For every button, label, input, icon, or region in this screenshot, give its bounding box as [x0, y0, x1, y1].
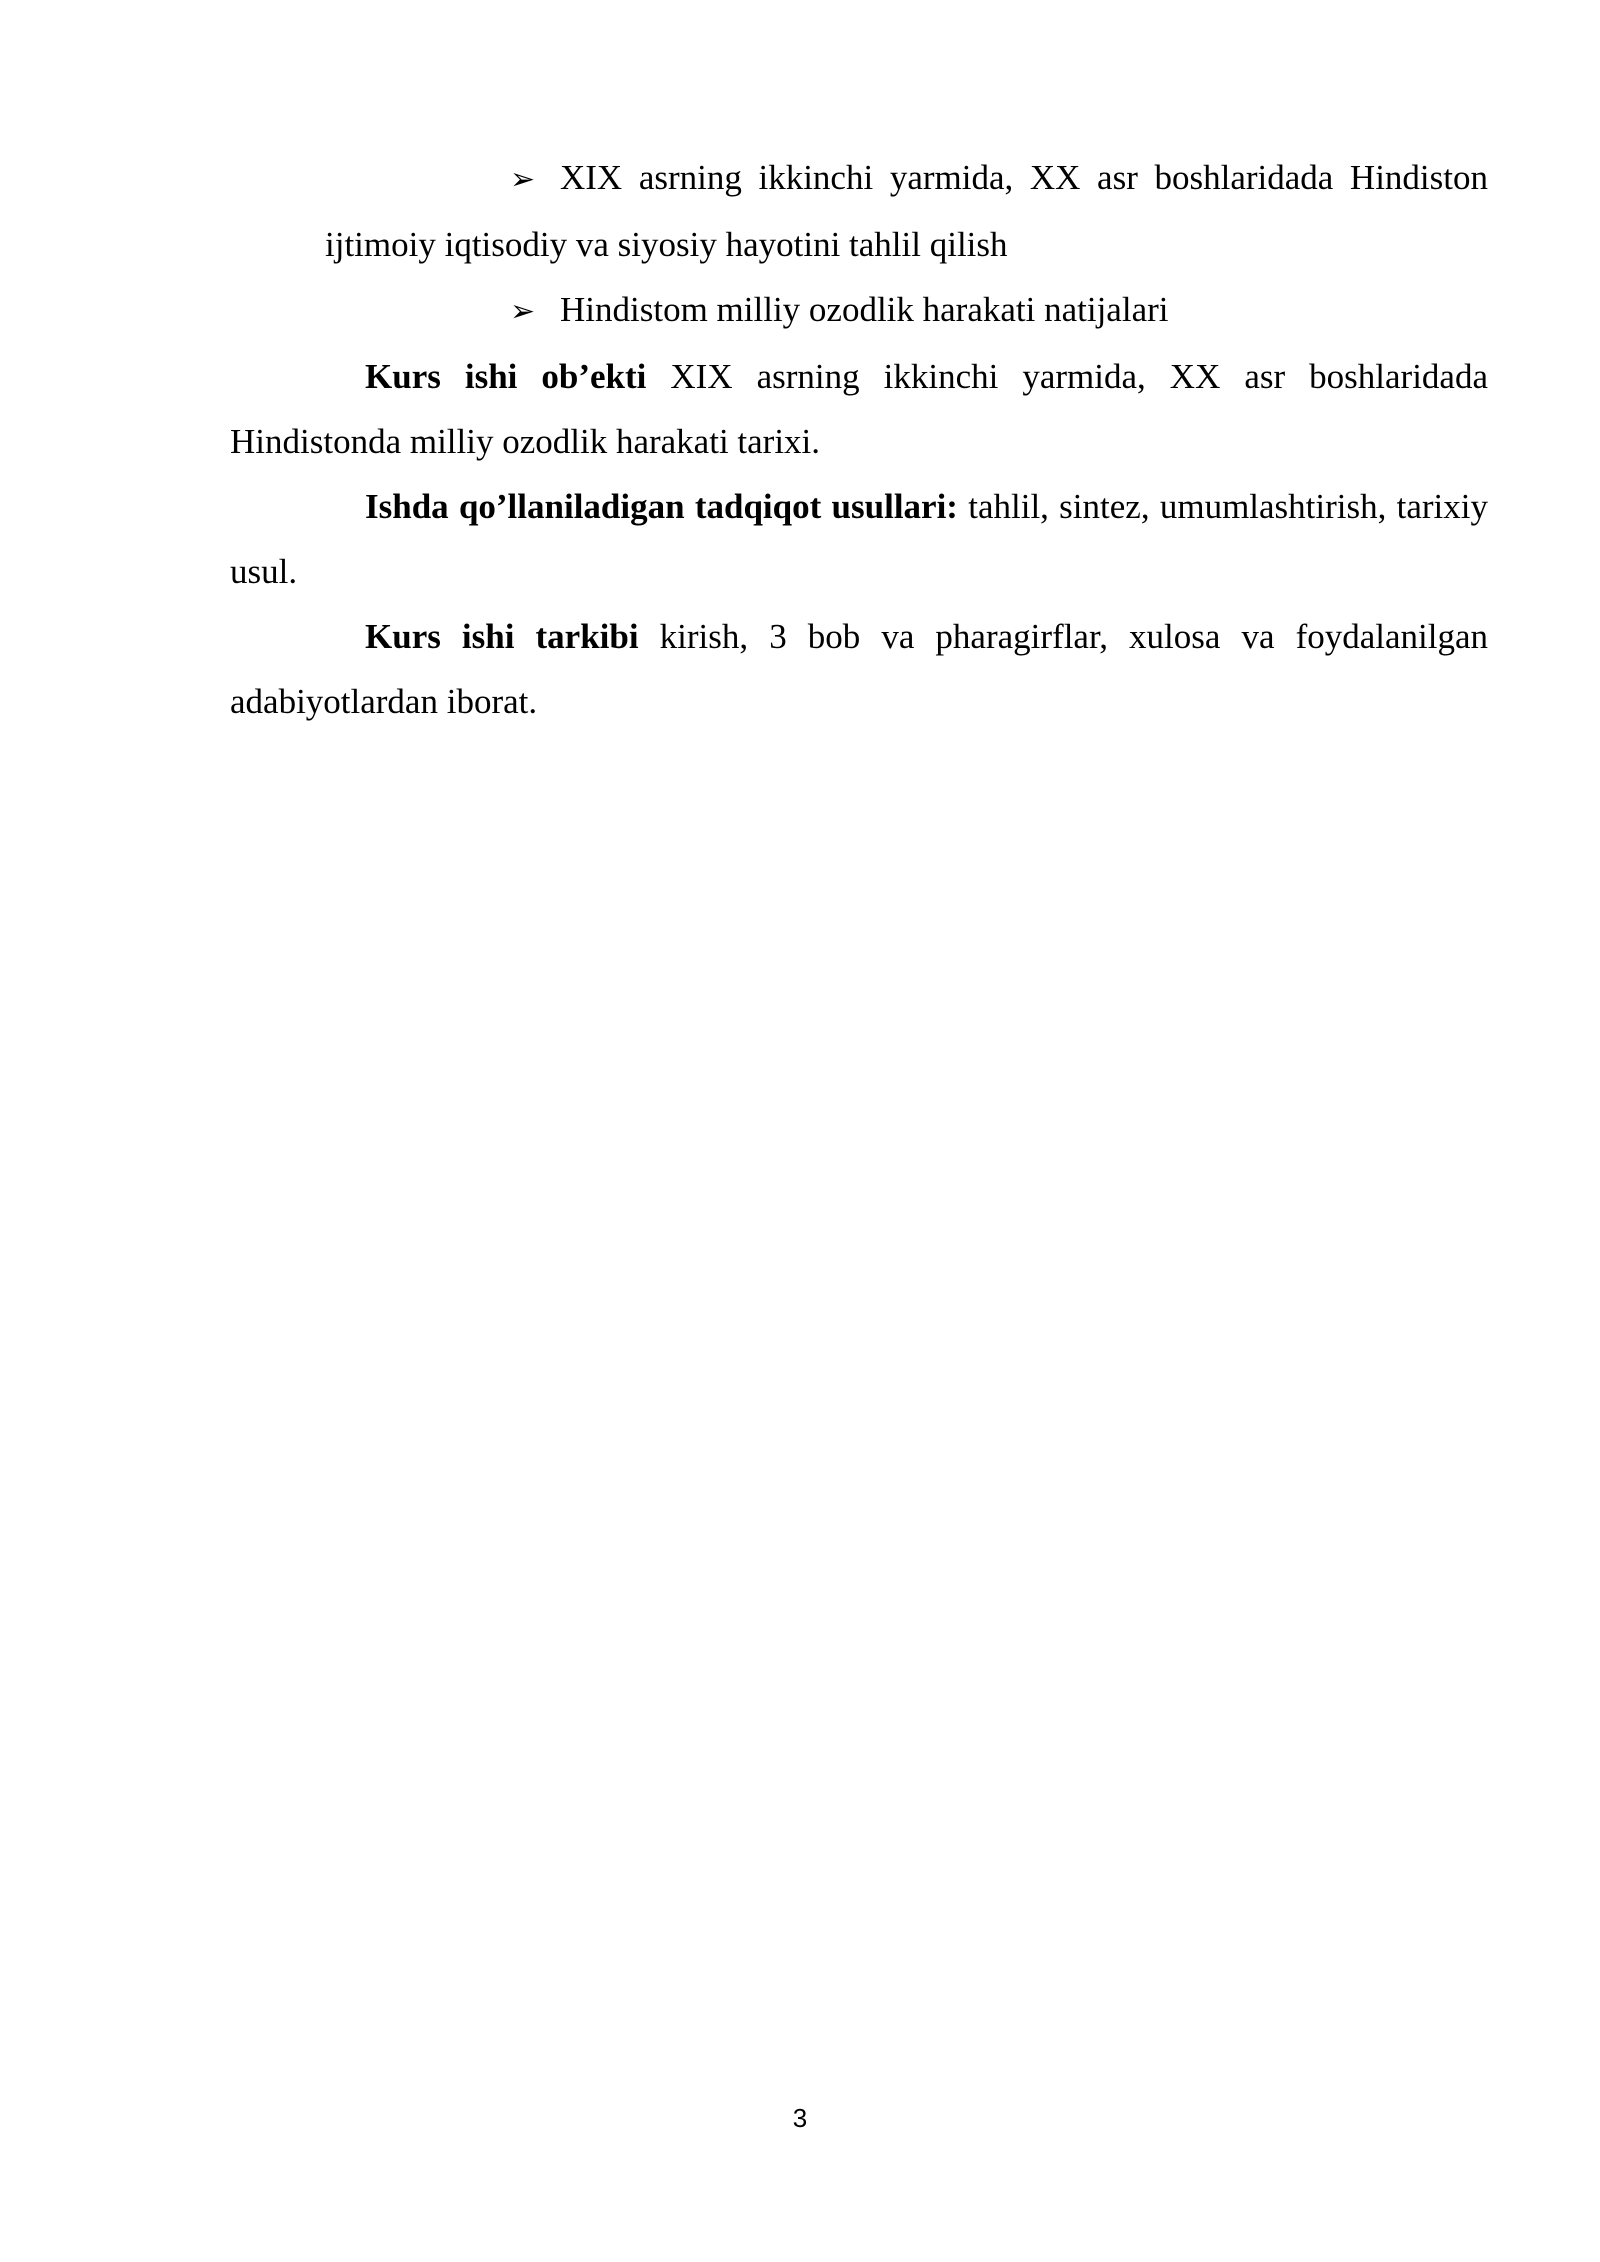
paragraph-text: kirish, 3 bob va pharagirflar, xulosa va foydalanilgan adabiyotlardan iborat.: [230, 617, 1488, 721]
bullet-text: Hindistom milliy ozodlik harakati natijalari: [560, 290, 1169, 329]
paragraph-object: [230, 344, 1488, 474]
bullet-item: [230, 277, 1488, 344]
paragraph-heading: Kurs ishi ob’ekti: [365, 357, 647, 396]
arrow-bullet-icon: ➢: [510, 162, 536, 197]
paragraph-text: tahlil, sintez, umumlashtirish, tarixiy usul.: [230, 487, 1488, 591]
paragraph-methods: [230, 474, 1488, 604]
page-number: 3: [792, 2103, 808, 2133]
paragraph-heading: Ishda qo’llaniladigan tadqiqot usullari:: [365, 487, 958, 526]
arrow-bullet-icon: ➢: [510, 294, 536, 329]
paragraph-heading: Kurs ishi tarkibi: [365, 617, 639, 656]
bullet-text: XIX asrning ikkinchi yarmida, XX asr boshlaridada Hindiston: [560, 158, 1488, 197]
paragraph-text: XIX asrning ikkinchi yarmida, XX asr boshlaridada Hindistonda milliy ozodlik harakati tarixi.: [230, 357, 1488, 461]
bullet-item: [230, 145, 1488, 212]
body-text: [230, 145, 1488, 734]
bullet-continuation-text: ijtimoiy iqtisodiy va siyosiy hayotini tahlil qilish: [325, 225, 1008, 264]
paragraph-structure: [230, 604, 1488, 734]
